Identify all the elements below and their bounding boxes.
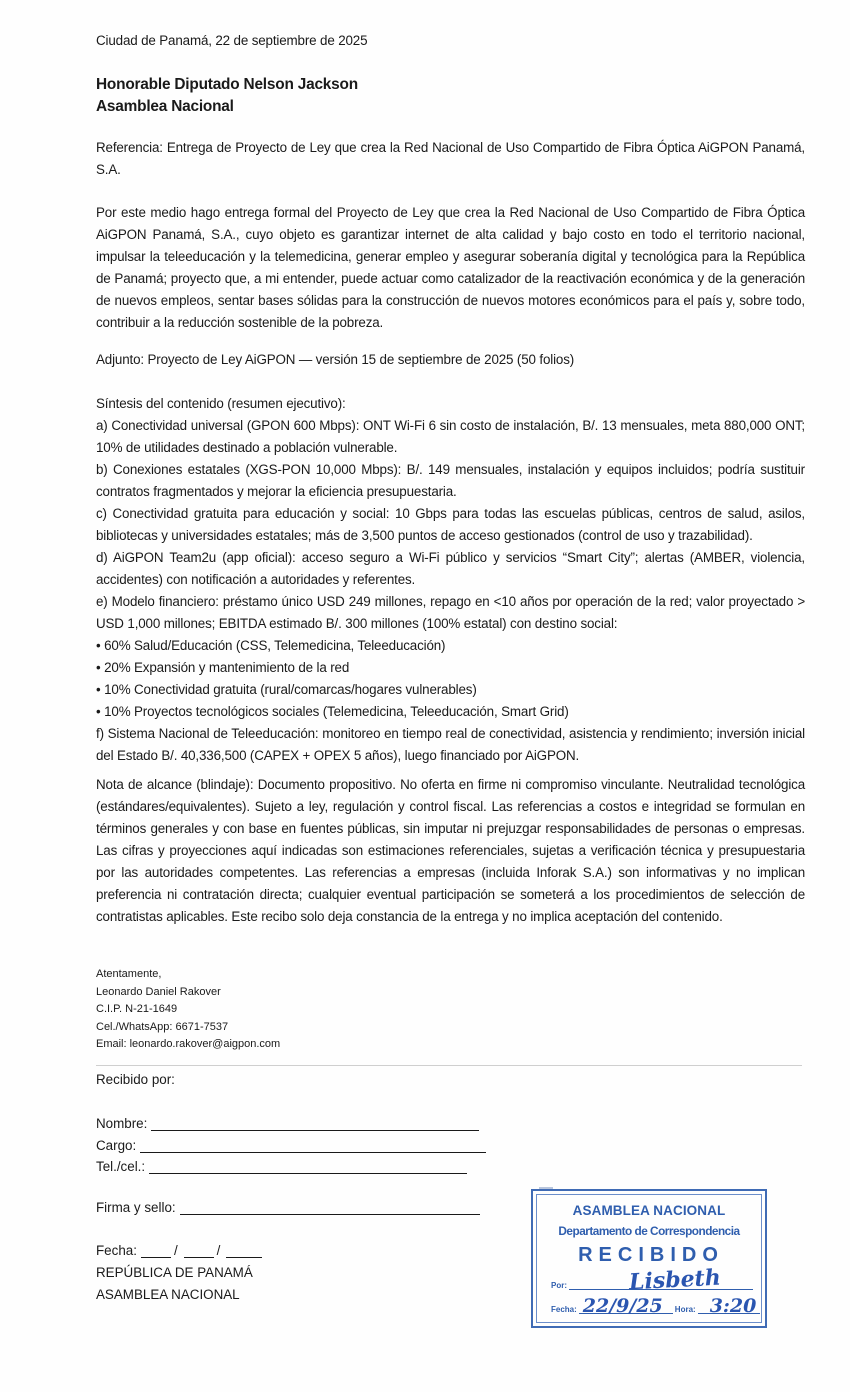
signer-email: Email: leonardo.rakover@aigpon.com — [96, 1038, 281, 1050]
stamp-date-label: Fecha: — [551, 1305, 577, 1314]
addressee-institution: Asamblea Nacional — [96, 98, 234, 115]
stamp-by-line — [569, 1264, 753, 1296]
allocation-bullet: • 10% Proyectos tecnológicos sociales (Telemedicina, Teleeducación, Smart Grid) — [96, 701, 805, 723]
received-by-label: Recibido por: — [96, 1072, 175, 1087]
name-field — [96, 1113, 479, 1135]
position-label: Cargo: — [96, 1138, 137, 1153]
synthesis-item-e: e) Modelo financiero: préstamo único USD 249 millones, repago en <10 años por operación de la red; valor proyectado > USD 1,000 millones; EBITDA estimado B/. 300 millones (100% estatal) con destino social: — [96, 594, 805, 631]
place-date: Ciudad de Panamá, 22 de septiembre de 2025 — [96, 33, 368, 48]
scope-note: Nota de alcance (blindaje): Documento propositivo. No oferta en firme ni compromiso vinculante. Neutralidad tecnológica (estándares/equivalentes). Sujeto a ley, regulación y control fiscal. Las referencias a costos e integridad se formulan en términos generales y con base en fuentes públicas, sin imputar ni prejuzgar responsabilidades de personas o empresas. Las cifras y proyecciones aquí indicadas son estimaciones referenciales, sujetas a verificación técnica y presupuestaria por las autoridades competentes. Las referencias a empresas (incluida Inforak S.A.) son informativas y no implican preferencia ni contratación directa; cualquier eventual participación se someterá a los procedimientos de selección de contratistas aplicables. Este recibo solo deja constancia de la entrega y no implica aceptación del contenido. — [96, 777, 805, 924]
stamp-by-row — [551, 1264, 753, 1296]
date-year-blank — [226, 1243, 262, 1258]
name-blank — [151, 1116, 479, 1131]
date-separator: / — [173, 1243, 178, 1258]
date-label: Fecha: — [96, 1243, 137, 1258]
ink-speck — [539, 1187, 553, 1189]
signer-id: C.I.P. N-21-1649 — [96, 1003, 178, 1015]
synthesis-section — [96, 393, 805, 767]
date-field — [96, 1240, 262, 1262]
stamp-date-row — [551, 1295, 760, 1317]
stamp-by-handwriting: Lisbeth — [628, 1264, 722, 1296]
allocation-bullet: • 20% Expansión y mantenimiento de la red — [96, 657, 805, 679]
position-blank — [140, 1138, 486, 1153]
republic-label: REPÚBLICA DE PANAMÁ — [96, 1265, 253, 1280]
name-label: Nombre: — [96, 1116, 148, 1131]
synthesis-item-a: a) Conectividad universal (GPON 600 Mbps): ONT Wi-Fi 6 sin costo de instalación, B/. 13 mensuales, meta 880,000 ONT; 10% de utilidades destinado a población vulnerable. — [96, 418, 805, 455]
signature-label: Firma y sello: — [96, 1200, 176, 1215]
phone-label: Tel./cel.: — [96, 1159, 146, 1174]
received-stamp — [531, 1189, 767, 1328]
synthesis-item-b: b) Conexiones estatales (XGS-PON 10,000 Mbps): B/. 149 mensuales, instalación y equipos incluidos; podría sustituir contratos fragmentados y mejorar la eficiencia presupuestaria. — [96, 462, 805, 499]
signer-phone: Cel./WhatsApp: 6671-7537 — [96, 1020, 229, 1033]
synthesis-item-f: f) Sistema Nacional de Teleeducación: monitoreo en tiempo real de conectividad, asistencia y rendimiento; inversión inicial del Estado B/. 40,336,500 (CAPEX + OPEX 5 años), luego financiado por AiGPON. — [96, 726, 805, 763]
stamp-status: RECIBIDO — [578, 1244, 724, 1266]
allocation-bullet: • 10% Conectividad gratuita (rural/comarcas/hogares vulnerables) — [96, 679, 805, 701]
addressee-name: Honorable Diputado Nelson Jackson — [96, 76, 358, 93]
addressee — [96, 74, 805, 118]
section-divider — [96, 1065, 802, 1066]
reference-line: Referencia: Entrega de Proyecto de Ley que crea la Red Nacional de Uso Compartido de Fibra Óptica AiGPON Panamá, S.A. — [96, 140, 805, 177]
date-day-blank — [141, 1243, 171, 1258]
stamp-time-line — [698, 1295, 760, 1317]
allocation-bullet: • 60% Salud/Educación (CSS, Telemedicina, Teleeducación) — [96, 635, 805, 657]
stamp-time-handwriting: 3:20 — [709, 1295, 757, 1317]
synthesis-heading: Síntesis del contenido (resumen ejecutivo): — [96, 396, 346, 411]
phone-field — [96, 1156, 467, 1178]
synthesis-item-d: d) AiGPON Team2u (app oficial): acceso seguro a Wi-Fi público y servicios “Smart City”; alertas (AMBER, violencia, accidentes) con notificación a autoridades y referentes. — [96, 550, 805, 587]
attachment-line: Adjunto: Proyecto de Ley AiGPON — versión 15 de septiembre de 2025 (50 folios) — [96, 352, 575, 367]
body-paragraph: Por este medio hago entrega formal del Proyecto de Ley que crea la Red Nacional de Uso Compartido de Fibra Óptica AiGPON Panamá, S.A., cuyo objeto es garantizar internet de alta calidad y bajo costo en todo el territorio nacional, impulsar la teleeducación y la telemedicina, generar empleo y asegurar soberanía digital y tecnológica para la República de Panamá; proyecto que, a mi entender, puede actuar como catalizador de la reactivación económica y de la generación de nuevos empleos, sentar bases sólidas para la construcción de nuevos motores económicos para el país y, sobre todo, contribuir a la reducción sostenible de la pobreza. — [96, 205, 805, 330]
stamp-time-label: Hora: — [674, 1305, 696, 1314]
position-field — [96, 1135, 486, 1157]
signer-name: Leonardo Daniel Rakover — [96, 985, 221, 998]
stamp-title: ASAMBLEA NACIONAL — [572, 1203, 726, 1218]
date-separator: / — [216, 1243, 221, 1258]
signature-block — [96, 966, 805, 1054]
stamp-by-label: Por: — [551, 1281, 567, 1290]
synthesis-item-c: c) Conectividad gratuita para educación y social: 10 Gbps para todas las escuelas públicas, centros de salud, asilos, bibliotecas y universidades estatales; más de 3,500 puntos de acceso gestionados (control de uso y trazabilidad). — [96, 506, 805, 543]
date-month-blank — [184, 1243, 214, 1258]
stamp-date-line — [579, 1295, 673, 1317]
stamp-department: Departamento de Correspondencia — [558, 1224, 740, 1238]
closing: Atentamente, — [96, 968, 162, 980]
assembly-label: ASAMBLEA NACIONAL — [96, 1287, 240, 1302]
signature-blank — [180, 1200, 480, 1215]
stamp-date-handwriting: 22/9/25 — [582, 1295, 663, 1317]
phone-blank — [149, 1159, 467, 1174]
signature-field — [96, 1197, 480, 1219]
